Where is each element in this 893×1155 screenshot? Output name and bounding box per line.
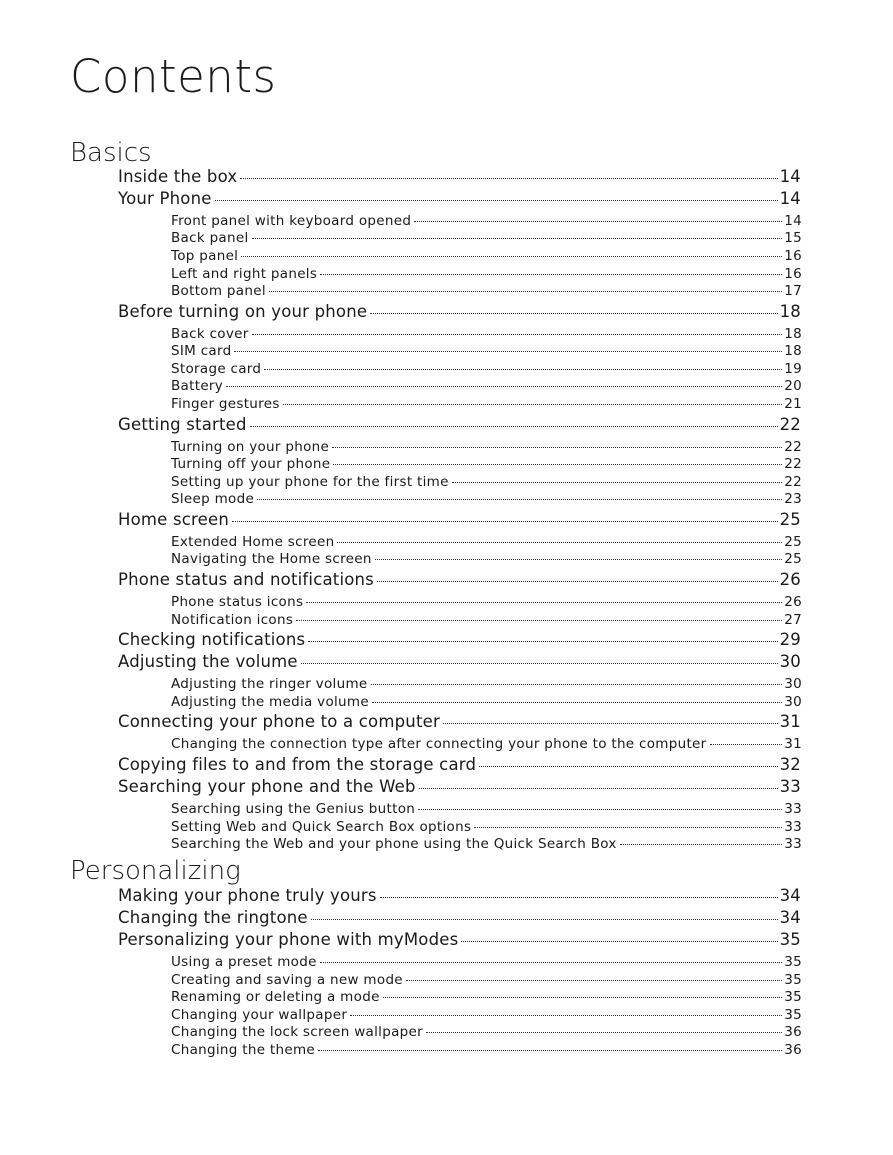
toc-subentry[interactable] bbox=[171, 396, 802, 412]
dot-leader bbox=[426, 1031, 782, 1033]
toc-entry-title: Before turning on your phone bbox=[118, 301, 368, 321]
toc-subentry[interactable] bbox=[171, 213, 802, 229]
dot-leader bbox=[318, 1049, 782, 1051]
toc-page-number: 22 bbox=[784, 456, 802, 473]
toc-entry-title: Copying files to and from the storage card bbox=[118, 754, 477, 774]
dot-leader bbox=[370, 312, 777, 314]
toc-subentry[interactable] bbox=[171, 230, 802, 246]
toc-entry[interactable] bbox=[118, 652, 801, 671]
dot-leader bbox=[320, 961, 783, 963]
toc-entry-title: Phone status icons bbox=[171, 593, 304, 610]
toc-entry-title: Turning off your phone bbox=[171, 456, 331, 473]
toc-entry-title: Changing the connection type after connecting your phone to the computer bbox=[171, 736, 707, 753]
dot-leader bbox=[264, 368, 782, 370]
toc-subentry[interactable] bbox=[171, 326, 802, 342]
toc-entry-title: SIM card bbox=[171, 343, 232, 360]
toc-entry-title: Phone status and notifications bbox=[118, 569, 374, 589]
dot-leader bbox=[418, 808, 782, 810]
dot-leader bbox=[333, 463, 782, 465]
toc-subentry[interactable] bbox=[171, 248, 802, 264]
toc-page-number: 27 bbox=[784, 611, 802, 628]
toc-page-number: 36 bbox=[784, 1024, 802, 1041]
dot-leader bbox=[479, 765, 777, 767]
toc-page-number: 32 bbox=[779, 754, 801, 774]
toc-entry-title: Inside the box bbox=[118, 166, 238, 186]
dot-leader bbox=[452, 481, 783, 483]
toc-page-number: 35 bbox=[779, 929, 801, 949]
toc-entry-title: Searching the Web and your phone using the Quick Search Box bbox=[171, 836, 617, 853]
toc-subentry[interactable] bbox=[171, 343, 802, 359]
toc-entry-title: Adjusting the ringer volume bbox=[171, 676, 368, 693]
toc-entry[interactable] bbox=[118, 570, 801, 589]
dot-leader bbox=[311, 918, 778, 920]
toc-subentry[interactable] bbox=[171, 1042, 802, 1058]
toc-subentry[interactable] bbox=[171, 972, 802, 988]
dot-leader bbox=[620, 843, 782, 845]
section-heading: Personalizing bbox=[70, 856, 241, 886]
toc-page-number: 33 bbox=[779, 777, 801, 796]
dot-leader bbox=[419, 787, 778, 789]
toc-subentry[interactable] bbox=[171, 378, 802, 394]
toc-entry[interactable] bbox=[118, 510, 801, 529]
toc-entry-title: Renaming or deleting a mode bbox=[171, 989, 380, 1006]
toc-page-number: 33 bbox=[784, 836, 802, 853]
dot-leader bbox=[283, 403, 783, 405]
toc-entry-title: Notification icons bbox=[171, 611, 294, 628]
toc-entry[interactable] bbox=[118, 630, 801, 649]
toc-entry-title: Searching your phone and the Web bbox=[118, 777, 416, 796]
toc-page-number: 26 bbox=[784, 593, 802, 610]
dot-leader bbox=[443, 722, 778, 724]
toc-entry-title: Bottom panel bbox=[171, 283, 266, 300]
toc-page-number: 35 bbox=[784, 1006, 802, 1023]
toc-entry[interactable] bbox=[118, 302, 801, 321]
toc-entry-title: Setting up your phone for the first time bbox=[171, 473, 449, 490]
dot-leader bbox=[215, 199, 778, 201]
toc-page-number: 14 bbox=[784, 212, 802, 229]
dot-leader bbox=[371, 683, 783, 685]
dot-leader bbox=[320, 273, 782, 275]
toc-page-number: 30 bbox=[779, 652, 801, 672]
toc-subentry[interactable] bbox=[171, 736, 802, 752]
toc-subentry[interactable] bbox=[171, 474, 802, 490]
toc-subentry[interactable] bbox=[171, 456, 802, 472]
toc-entry-title: Adjusting the media volume bbox=[171, 693, 369, 710]
toc-entry-title: Setting Web and Quick Search Box options bbox=[171, 818, 472, 835]
toc-entry-title: Connecting your phone to a computer bbox=[118, 712, 440, 732]
toc-subentry[interactable] bbox=[171, 534, 802, 550]
toc-subentry[interactable] bbox=[171, 694, 802, 710]
page-title: Contents bbox=[70, 50, 277, 103]
toc-entry[interactable] bbox=[118, 886, 801, 905]
toc-subentry[interactable] bbox=[171, 801, 802, 817]
toc-page-number: 18 bbox=[779, 301, 801, 321]
toc-entry-title: Checking notifications bbox=[118, 630, 306, 649]
dot-leader bbox=[232, 520, 778, 522]
toc-page-number: 14 bbox=[779, 166, 801, 186]
toc-entry-title: Your Phone bbox=[118, 188, 212, 208]
toc-entry-title: Back cover bbox=[171, 325, 249, 342]
dot-leader bbox=[380, 896, 778, 898]
toc-subentry[interactable] bbox=[171, 836, 802, 852]
toc-page-number: 15 bbox=[784, 230, 802, 247]
toc-subentry[interactable] bbox=[171, 594, 802, 610]
toc-entry-title: Creating and saving a new mode bbox=[171, 971, 403, 988]
toc-page-number: 36 bbox=[784, 1041, 802, 1058]
toc-entry-title: Changing the ringtone bbox=[118, 907, 308, 927]
dot-leader bbox=[383, 996, 783, 998]
toc-entry[interactable] bbox=[118, 167, 801, 186]
dot-leader bbox=[308, 640, 777, 642]
toc-page-number: 25 bbox=[784, 533, 802, 550]
toc-page-number: 35 bbox=[784, 971, 802, 988]
toc-entry-title: Left and right panels bbox=[171, 265, 318, 282]
dot-leader bbox=[234, 350, 782, 352]
toc-page-number: 30 bbox=[784, 676, 802, 693]
toc-entry[interactable] bbox=[118, 755, 801, 774]
toc-entry-title: Personalizing your phone with myModes bbox=[118, 929, 459, 949]
toc-page-number: 25 bbox=[784, 551, 802, 568]
toc-entry-title: Navigating the Home screen bbox=[171, 551, 372, 568]
dot-leader bbox=[252, 237, 783, 239]
toc-subentry[interactable] bbox=[171, 491, 802, 507]
toc-page-number: 22 bbox=[779, 414, 801, 434]
toc-page-number: 31 bbox=[784, 736, 802, 753]
toc-entry-title: Home screen bbox=[118, 509, 230, 529]
dot-leader bbox=[375, 558, 783, 560]
toc-page-number: 18 bbox=[784, 343, 802, 360]
toc-subentry[interactable] bbox=[171, 819, 802, 835]
toc-subentry[interactable] bbox=[171, 551, 802, 567]
toc-page-number: 34 bbox=[779, 885, 801, 905]
toc-entry-title: Adjusting the volume bbox=[118, 652, 298, 672]
toc-subentry[interactable] bbox=[171, 1024, 802, 1040]
toc-subentry[interactable] bbox=[171, 266, 802, 282]
toc-page-number: 33 bbox=[784, 801, 802, 817]
toc-page-number: 30 bbox=[784, 693, 802, 710]
toc-subentry[interactable] bbox=[171, 989, 802, 1005]
dot-leader bbox=[269, 290, 782, 292]
toc-page-number: 29 bbox=[779, 630, 801, 649]
dot-leader bbox=[372, 701, 782, 703]
toc-entry-title: Making your phone truly yours bbox=[118, 885, 377, 905]
toc-page-number: 22 bbox=[784, 473, 802, 490]
toc-subentry[interactable] bbox=[171, 361, 802, 377]
toc-entry[interactable] bbox=[118, 415, 801, 434]
dot-leader bbox=[350, 1014, 782, 1016]
dot-leader bbox=[257, 498, 782, 500]
toc-page-number: 21 bbox=[784, 396, 802, 412]
toc-entry-title: Top panel bbox=[171, 247, 239, 264]
toc-page-number: 26 bbox=[779, 569, 801, 589]
toc-page-number: 34 bbox=[779, 907, 801, 927]
toc-entry-title: Changing the theme bbox=[171, 1041, 316, 1058]
toc-entry-title: Front panel with keyboard opened bbox=[171, 212, 412, 229]
toc-entry[interactable] bbox=[118, 930, 801, 949]
toc-entry-title: Finger gestures bbox=[171, 396, 280, 412]
toc-page-number: 22 bbox=[784, 438, 802, 455]
dot-leader bbox=[240, 177, 777, 179]
dot-leader bbox=[252, 333, 783, 335]
toc-subentry[interactable] bbox=[171, 439, 802, 455]
toc-page-number: 17 bbox=[784, 283, 802, 300]
dot-leader bbox=[296, 619, 782, 621]
dot-leader bbox=[337, 541, 782, 543]
dot-leader bbox=[461, 940, 777, 942]
toc-page-number: 18 bbox=[784, 325, 802, 342]
toc-page-number: 16 bbox=[784, 247, 802, 264]
toc-entry-title: Getting started bbox=[118, 414, 247, 434]
toc-entry-title: Searching using the Genius button bbox=[171, 801, 416, 817]
toc-page-number: 14 bbox=[779, 188, 801, 208]
toc-page-number: 25 bbox=[779, 509, 801, 529]
toc-entry[interactable] bbox=[118, 712, 801, 731]
toc-page-number: 31 bbox=[779, 712, 801, 732]
dot-leader bbox=[332, 446, 782, 448]
toc-entry-title: Extended Home screen bbox=[171, 533, 335, 550]
toc-page-number: 35 bbox=[784, 989, 802, 1006]
toc-page-number: 33 bbox=[784, 818, 802, 835]
toc-subentry[interactable] bbox=[171, 954, 802, 970]
toc-entry-title: Storage card bbox=[171, 360, 262, 377]
dot-leader bbox=[226, 385, 782, 387]
toc-entry-title: Battery bbox=[171, 378, 224, 395]
toc-entry-title: Changing the lock screen wallpaper bbox=[171, 1024, 423, 1041]
toc-page-number: 35 bbox=[784, 953, 802, 970]
dot-leader bbox=[301, 662, 778, 664]
toc-entry-title: Changing your wallpaper bbox=[171, 1006, 348, 1023]
section-heading: Basics bbox=[70, 138, 152, 168]
dot-leader bbox=[306, 601, 782, 603]
toc-entry-title: Turning on your phone bbox=[171, 438, 330, 455]
toc-subentry[interactable] bbox=[171, 1007, 802, 1023]
dot-leader bbox=[377, 580, 778, 582]
dot-leader bbox=[250, 425, 778, 427]
dot-leader bbox=[474, 826, 782, 828]
toc-page-number: 16 bbox=[784, 265, 802, 282]
toc-entry[interactable] bbox=[118, 908, 801, 927]
dot-leader bbox=[241, 255, 782, 257]
toc-page-number: 20 bbox=[784, 378, 802, 395]
toc-subentry[interactable] bbox=[171, 612, 802, 628]
toc-entry-title: Sleep mode bbox=[171, 491, 255, 508]
toc-page-number: 19 bbox=[784, 360, 802, 377]
toc-entry-title: Back panel bbox=[171, 230, 249, 247]
toc-subentry[interactable] bbox=[171, 676, 802, 692]
dot-leader bbox=[710, 743, 783, 745]
dot-leader bbox=[406, 979, 782, 981]
toc-entry-title: Using a preset mode bbox=[171, 953, 317, 970]
toc-entry[interactable] bbox=[118, 777, 801, 796]
dot-leader bbox=[414, 220, 782, 222]
toc-entry[interactable] bbox=[118, 189, 801, 208]
toc-page-number: 23 bbox=[784, 491, 802, 508]
toc-subentry[interactable] bbox=[171, 283, 802, 299]
